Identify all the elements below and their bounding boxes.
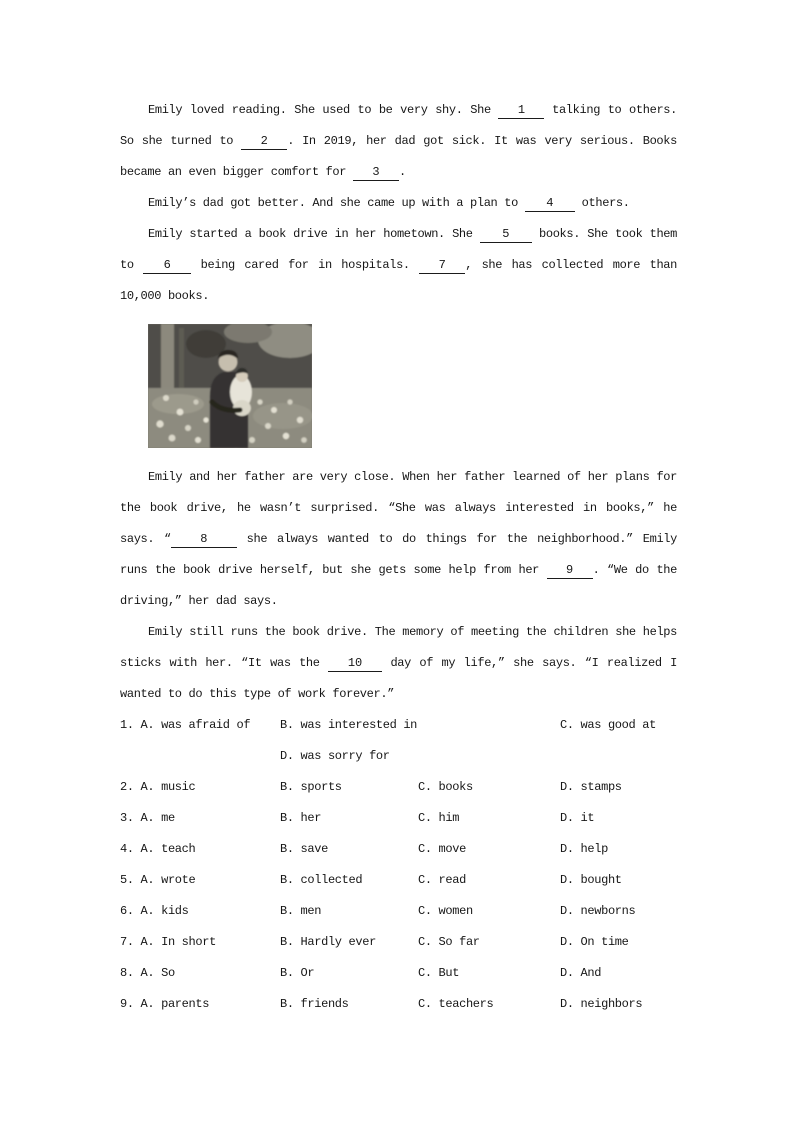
- question-row-4: [120, 834, 677, 865]
- cloze-blank-5: 5: [480, 228, 532, 243]
- questions: [120, 710, 677, 1020]
- photo-image: [148, 324, 312, 448]
- question-row-3: [120, 803, 677, 834]
- question-option: D. neighbors: [560, 997, 643, 1011]
- question-option: C. was good at: [560, 718, 656, 732]
- passage-paragraph: Emily loved reading. She used to be very shy. She 1 talking to others. So she turned to 2 . In 2019, her dad got sick. It was very serious. Books became an even bigger comfort for 3 .: [120, 103, 677, 179]
- question-option: 7. A. In short: [120, 935, 216, 949]
- question-option: C. But: [418, 966, 460, 980]
- cloze-blank-7: 7: [419, 259, 465, 274]
- question-option: B. men: [280, 904, 322, 918]
- question-option: 5. A. wrote: [120, 873, 196, 887]
- question-option: 3. A. me: [120, 811, 175, 825]
- question-option: B. Or: [280, 966, 315, 980]
- question-option: B. save: [280, 842, 328, 856]
- question-option: C. teachers: [418, 997, 494, 1011]
- question-option: C. women: [418, 904, 473, 918]
- question-row-6: [120, 896, 677, 927]
- photo-emily-and-father: [148, 324, 312, 448]
- question-option: 9. A. parents: [120, 997, 210, 1011]
- question-option: B. collected: [280, 873, 363, 887]
- question-option: 4. A. teach: [120, 842, 196, 856]
- question-option: B. sports: [280, 780, 342, 794]
- question-row-2: [120, 772, 677, 803]
- question-option: B. was interested in: [280, 718, 418, 732]
- question-option: B. Hardly ever: [280, 935, 376, 949]
- question-option: C. So far: [418, 935, 480, 949]
- question-option: D. was sorry for: [280, 749, 390, 763]
- question-option: 6. A. kids: [120, 904, 189, 918]
- question-option: C. read: [418, 873, 466, 887]
- passage-paragraph: Emily started a book drive in her hometown. She 5 books. She took them to 6 being cared for in hospitals. 7 , she has collected more than 10,000 books.: [120, 227, 678, 303]
- passage-paragraph: Emily and her father are very close. When her father learned of her plans for the book drive, he wasn’t surprised. “She was always interested in books,” he says. “ 8 she always wanted to do things for the neighborhood.” Emily runs the book drive herself, but she gets some help from her 9 . “We do the driving,” her dad says.: [120, 470, 677, 608]
- question-option: C. move: [418, 842, 466, 856]
- question-option: D. stamps: [560, 780, 622, 794]
- cloze-blank-2: 2: [241, 135, 287, 150]
- question-option: D. it: [560, 811, 595, 825]
- question-option: D. help: [560, 842, 608, 856]
- cloze-blank-3: 3: [353, 166, 399, 181]
- question-row-1: [120, 710, 677, 741]
- question-row-5: [120, 865, 677, 896]
- question-option: B. friends: [280, 997, 349, 1011]
- cloze-blank-4: 4: [525, 197, 575, 212]
- cloze-blank-1: 1: [498, 104, 544, 119]
- question-option: 8. A. So: [120, 966, 175, 980]
- question-option: D. bought: [560, 873, 622, 887]
- question-option: D. And: [560, 966, 602, 980]
- cloze-blank-10: 10: [328, 657, 382, 672]
- question-option-empty: [120, 741, 280, 772]
- cloze-blank-9: 9: [547, 564, 593, 579]
- question-option: 1. A. was afraid of: [120, 718, 251, 732]
- question-row-7: [120, 927, 677, 958]
- question-option: C. books: [418, 780, 473, 794]
- cloze-blank-8: 8: [171, 533, 237, 548]
- question-option: D. On time: [560, 935, 629, 949]
- question-option-empty: [418, 710, 560, 741]
- question-option: C. him: [418, 811, 460, 825]
- question-option-empty: [560, 741, 677, 772]
- question-option: D. newborns: [560, 904, 636, 918]
- question-row-9: [120, 989, 677, 1020]
- passage-paragraph: Emily still runs the book drive. The memory of meeting the children she helps sticks with her. “It was the 10 day of my life,” she says. “I realized I wanted to do this type of work forever.”: [120, 625, 677, 701]
- question-option: B. her: [280, 811, 322, 825]
- page-content: [120, 95, 677, 1020]
- question-row-8: [120, 958, 677, 989]
- passage-paragraph: Emily’s dad got better. And she came up with a plan to 4 others.: [148, 196, 630, 210]
- passage-bottom: [120, 462, 677, 710]
- question-option-empty: [418, 741, 560, 772]
- question-row-1: [120, 741, 677, 772]
- cloze-blank-6: 6: [143, 259, 191, 274]
- passage-top: [120, 95, 677, 312]
- question-option: 2. A. music: [120, 780, 196, 794]
